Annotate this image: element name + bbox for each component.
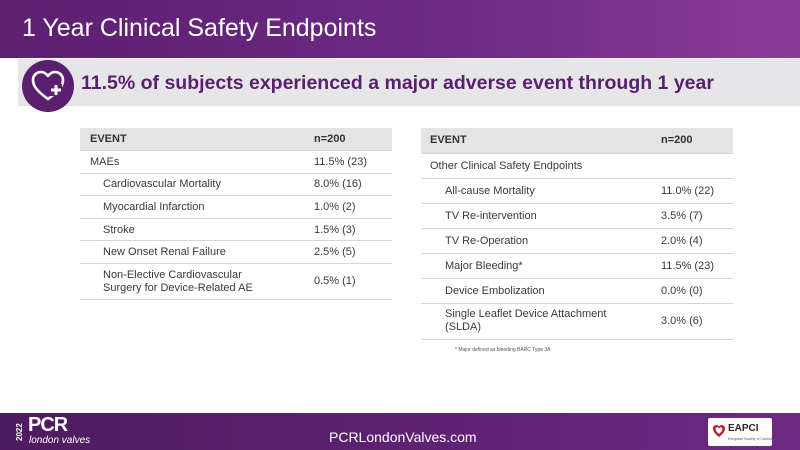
heart-plus-icon (22, 60, 74, 112)
event-cell: Cardiovascular Mortality (80, 173, 303, 196)
value-cell: 1.0% (2) (303, 196, 392, 219)
other-safety-table (421, 128, 733, 340)
table-row (421, 153, 733, 178)
key-finding-text: 11.5% of subjects experienced a major adverse event through 1 year (81, 72, 714, 94)
event-line: Non-Elective Cardiovascular (103, 268, 242, 281)
event-line: Surgery for Device-Related AE (103, 281, 253, 294)
logo-year: 2022 (15, 423, 24, 441)
value-cell: 3.5% (7) (643, 203, 733, 228)
event-cell: New Onset Renal Failure (80, 241, 303, 264)
column-header-event: EVENT (80, 128, 303, 151)
pcr-logo: PCR (28, 414, 68, 436)
value-cell: 0.0% (0) (643, 278, 733, 303)
table-row (421, 178, 733, 203)
value-cell: 3.0% (6) (643, 303, 733, 339)
eapci-logo-text: EAPCI (728, 423, 759, 434)
value-cell: 2.5% (5) (303, 241, 392, 264)
table-row (80, 264, 392, 300)
value-cell: 11.0% (22) (643, 178, 733, 203)
table-row (421, 278, 733, 303)
table-row (421, 228, 733, 253)
value-cell: 8.0% (16) (303, 173, 392, 196)
table-row (421, 253, 733, 278)
event-cell: Device Embolization (421, 278, 643, 303)
column-header-n: n=200 (643, 128, 733, 153)
event-cell: Stroke (80, 218, 303, 241)
footnote: * Major defined as bleeding BARC Type 3A (455, 347, 551, 353)
table-row (80, 241, 392, 264)
event-line: (SLDA) (445, 321, 482, 333)
event-cell (80, 264, 303, 300)
event-cell (421, 303, 643, 339)
table-row (80, 173, 392, 196)
event-cell: TV Re-Operation (421, 228, 643, 253)
table-header-row (80, 128, 392, 151)
eapci-heart-icon (712, 424, 726, 438)
footer-url-link[interactable]: PCRLondonValves.com (329, 429, 477, 445)
table-row (421, 203, 733, 228)
event-cell: Major Bleeding* (421, 253, 643, 278)
value-cell: 11.5% (23) (303, 151, 392, 174)
column-header-event: EVENT (421, 128, 643, 153)
table-row (80, 151, 392, 174)
mae-table (80, 128, 392, 300)
value-cell: 1.5% (3) (303, 218, 392, 241)
event-cell: Myocardial Infarction (80, 196, 303, 219)
column-header-n: n=200 (303, 128, 392, 151)
table-header-row (421, 128, 733, 153)
event-cell: All-cause Mortality (421, 178, 643, 203)
eapci-logo-subtitle: European Society of Cardiology (728, 437, 778, 441)
table-row (421, 303, 733, 339)
table-row (80, 196, 392, 219)
event-line: Single Leaflet Device Attachment (445, 308, 607, 320)
event-cell: Other Clinical Safety Endpoints (421, 153, 643, 178)
value-cell: 0.5% (1) (303, 264, 392, 300)
event-cell: MAEs (80, 151, 303, 174)
table-row (80, 218, 392, 241)
value-cell: 11.5% (23) (643, 253, 733, 278)
pcr-logo-subtitle: london valves (29, 435, 91, 446)
event-cell: TV Re-intervention (421, 203, 643, 228)
value-cell (643, 153, 733, 178)
slide-title: 1 Year Clinical Safety Endpoints (22, 14, 377, 42)
value-cell: 2.0% (4) (643, 228, 733, 253)
